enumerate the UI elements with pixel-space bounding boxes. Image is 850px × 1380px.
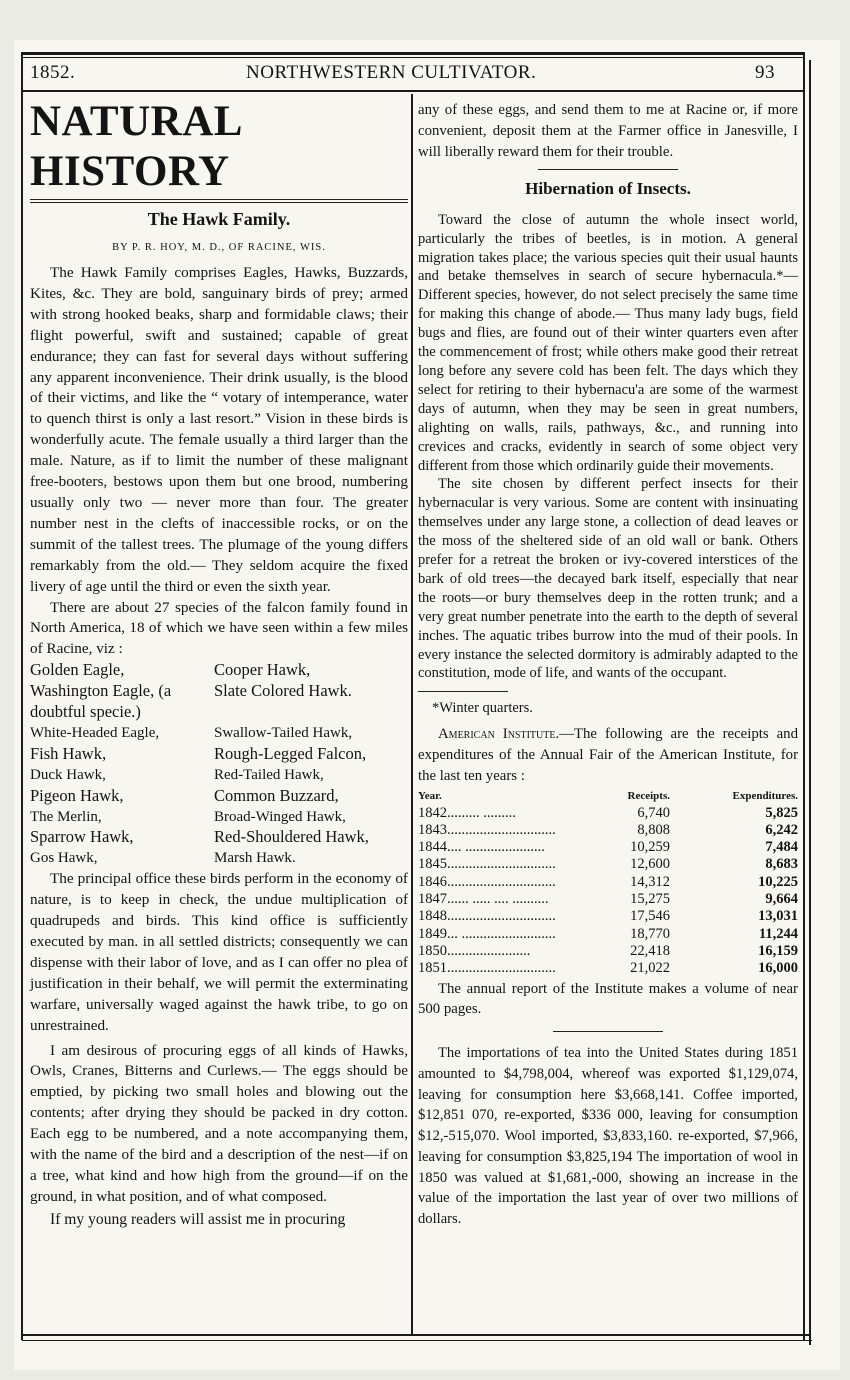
table-row <box>418 891 798 908</box>
article-paragraph: Toward the close of autumn the whole insect world, particularly the tribes of beetles, is in motion. A general migration takes place; the various species quit their usual haunts and betake themselves in search of secure hybernacula.*— Different species, however, do not select precisely the same time for making this change of abode.— Thus many lady bugs, field bugs and flies, are found out of their winter quarters even after the commencement of frost; while others make good their retreat long before any severe cold has been felt. The days which they select for retiring to their hybernacu'a are some of the warmest days of autumn, when they may be seen in great numbers, alighting on walls, rails, pathways, &c., and running into crevices and cracks, evidently in search of some object very different from those which ordinarily guide their movements. <box>418 211 798 474</box>
header-rule <box>22 90 804 92</box>
article-byline: BY P. R. HOY, M. D., OF RACINE, WIS. <box>112 242 326 253</box>
year-cell: 1844 <box>418 839 447 856</box>
article-paragraph: There are about 27 species of the falcon family found in North America, 18 of which we have seen within a few miles of Racine, viz : <box>30 598 408 658</box>
ornament-divider <box>418 1027 798 1037</box>
species-item: White-Headed Eagle, <box>30 724 160 741</box>
year-cell: 1849 <box>418 925 447 942</box>
species-item: Marsh Hawk. <box>214 850 296 867</box>
title-double-rule <box>30 199 408 203</box>
institute-note: The annual report of the Institute makes a volume of near 500 pages. <box>418 981 798 1018</box>
species-item: Sparrow Hawk, <box>30 827 134 847</box>
column-header-year: Year. <box>418 789 442 802</box>
year-cell: 1850 <box>418 942 447 959</box>
species-item: Broad-Winged Hawk, <box>214 808 346 825</box>
institute-intro: —The following are the receipts and expenditures of the Annual Fair of the American Institute, for the last ten years : <box>418 726 798 785</box>
dot-leader: .............................. <box>447 960 556 977</box>
bottom-rule-outer <box>22 1340 812 1341</box>
trade-paragraph: The importations of tea into the United States during 1851 amounted to $4,798,004, whereof was exported $1,129,074, leaving for consumption here $3,668,141. Coffee imported, $12,851 070, re-exported, $336 000, leaving for consumption $12,-515,070. Wool imported, $3,833,160. re-exported, $7,966, leaving for consumption $3,825,194 The importation of wool in 1850 was valued at $1,681,-000, showing an increase in the value of the importation the last year of over two millions of dollars. <box>418 1045 798 1227</box>
expenditures-cell: 5,825 <box>765 804 798 821</box>
dot-leader: ......... ......... <box>447 804 516 821</box>
receipts-cell: 18,770 <box>630 925 670 942</box>
table-row <box>418 960 798 977</box>
dot-leader: .... ...................... <box>447 839 545 856</box>
year-cell: 1845 <box>418 856 447 873</box>
footnote-rule <box>418 691 508 692</box>
dot-leader: ...... ..... .... .......... <box>447 891 549 907</box>
table-row <box>418 822 798 839</box>
year-cell: 1847 <box>418 891 447 907</box>
year-cell: 1846 <box>418 873 447 890</box>
dot-leader: ... .......................... <box>447 925 556 942</box>
expenditures-cell: 13,031 <box>758 908 798 925</box>
left-column <box>30 97 408 1231</box>
species-list <box>30 660 408 869</box>
article-title: Hibernation of Insects. <box>525 178 691 198</box>
receipts-cell: 21,022 <box>630 960 670 977</box>
receipts-cell: 6,740 <box>637 804 670 821</box>
top-rule-outer <box>22 52 804 55</box>
species-item: Golden Eagle, <box>30 660 125 680</box>
header-year: 1852. <box>30 62 76 83</box>
species-item: Washington Eagle, (a doubtful specie.) <box>30 681 172 722</box>
article-paragraph: The site chosen by different perfect insects for their hybernacular is very various. Some are content with insinuating themselves under any large stone, a collection of dead leaves or the moss of the sheltered side of an old wall or bank. Others prefer for a retreat the broken or ivy-covered interstices of the bark of old trees—the decayed bark itself, especially that near the roots—or bury themselves deep in the rotten trunk; and a very great number penetrate into the earth to the depth of several inches. The aquatic tribes burrow into the mud of their pools. In every instance the selected dormitory is admirably adapted to the constitution, mode of life, and wants of the occupant. <box>418 476 798 682</box>
year-cell: 1851 <box>418 960 447 977</box>
top-rule-inner <box>22 57 804 58</box>
table-row <box>418 943 798 960</box>
section-title: NATURAL HISTORY <box>30 98 241 195</box>
table-row <box>418 856 798 873</box>
table-header-row <box>418 787 798 804</box>
receipts-cell: 22,418 <box>630 942 670 959</box>
species-item: Gos Hawk, <box>30 850 98 867</box>
species-item: Red-Shouldered Hawk, <box>214 827 369 847</box>
species-item: Fish Hawk, <box>30 743 107 763</box>
receipts-table <box>418 787 798 977</box>
receipts-cell: 15,275 <box>630 891 670 907</box>
receipts-cell: 14,312 <box>630 873 670 890</box>
species-item: Swallow-Tailed Hawk, <box>214 724 353 741</box>
species-item: Common Buzzard, <box>214 785 339 805</box>
species-item: Duck Hawk, <box>30 766 106 783</box>
dot-leader: .............................. <box>447 821 556 838</box>
right-column <box>418 100 798 1230</box>
receipts-cell: 17,546 <box>630 908 670 925</box>
footnote: *Winter quarters. <box>432 700 533 717</box>
expenditures-cell: 7,484 <box>765 839 798 856</box>
header-page-number: 93 <box>755 62 775 83</box>
receipts-cell: 8,808 <box>637 821 670 838</box>
article-paragraph: The Hawk Family comprises Eagles, Hawks, Buzzards, Kites, &c. They are bold, sanguinary birds of prey; armed with strong hooked beaks, sharp and formidable claws; their flight powerful, swift and sustained; capable of great endurance; they can fast for several days without suffering any apparent inconvenience. Their drink usually, is the blood of their victims, and like the “ votary of intemperance, water to quench thirst is only a last resort.” Vision in these birds is wonderfully acute. The female usually a third larger than the male. Nature, as if to limit the number of these malignant free-booters, bestows upon them but one brood, numbering usually only two — never more than four. The greater number nest in the clefts of inaccessible rocks, or on the summit of the tallest trees. The plumage of the young differs remarkably from the old.— They seldom acquire the fixed livery of age until the third or even the sixth year. <box>30 264 408 595</box>
species-item: Slate Colored Hawk. <box>214 681 352 701</box>
bottom-rule <box>22 1334 810 1336</box>
header-journal-title: NORTHWESTERN CULTIVATOR. <box>246 62 537 83</box>
year-cell: 1848 <box>418 908 447 925</box>
species-item: Rough-Legged Falcon, <box>214 743 367 763</box>
institute-heading: American Institute. <box>438 726 560 743</box>
article-paragraph: If my young readers will assist me in procuring <box>50 1210 346 1228</box>
article-paragraph: I am desirous of procuring eggs of all kinds of Hawks, Owls, Cranes, Bitterns and Curlews.— The eggs should be emptied, by picking two small holes and blowing out the contents; after drying they should be packed in dry cotton. Each egg to be numbered, and a note accompanying them, with the name of the bird and a description of the nest—if on a tree, what kind and how high from the ground—if on the ground, in what position, and of what composed. <box>30 1041 408 1205</box>
expenditures-cell: 16,159 <box>758 942 798 959</box>
right-border-outer <box>809 60 811 1345</box>
expenditures-cell: 6,242 <box>765 821 798 838</box>
expenditures-cell: 11,244 <box>758 925 798 942</box>
article-title: The Hawk Family. <box>147 209 291 229</box>
species-item: Pigeon Hawk, <box>30 785 124 805</box>
institute-paragraph <box>418 724 798 787</box>
expenditures-cell: 10,225 <box>758 873 798 890</box>
table-row <box>418 804 798 821</box>
dot-leader: .............................. <box>447 873 556 890</box>
expenditures-cell: 9,664 <box>765 891 798 907</box>
table-row <box>418 908 798 925</box>
receipts-cell: 10,259 <box>630 839 670 856</box>
expenditures-cell: 16,000 <box>758 960 798 977</box>
year-cell: 1843 <box>418 821 447 838</box>
receipts-cell: 12,600 <box>630 856 670 873</box>
article-continuation: any of these eggs, and send them to me at Racine or, if more convenient, deposit them at the Farmer office in Janesville, I will liberally reward them for their trouble. <box>418 102 798 160</box>
dot-leader: .............................. <box>447 908 556 925</box>
right-border <box>803 52 805 1340</box>
table-row <box>418 839 798 856</box>
species-item: The Merlin, <box>30 808 102 825</box>
column-rule <box>411 94 413 1334</box>
article-paragraph: The principal office these birds perform in the economy of nature, is to keep in check, the undue multiplication of quadrupeds and birds. This kind office is sufficiently executed by man. in all settled districts; consequently we can dispense with their labor of love, and as I can offer no plea of justification in their behalf, we will permit the exterminating warfare, universally waged against the hawk tribe, to go on unrestrained. <box>30 870 408 1034</box>
species-item: Cooper Hawk, <box>214 660 311 680</box>
table-row <box>418 925 798 942</box>
species-item: Red-Tailed Hawk, <box>214 766 324 783</box>
dot-leader: ....................... <box>447 942 531 959</box>
column-header-expenditures: Expenditures. <box>732 789 798 802</box>
dot-leader: .............................. <box>447 856 556 873</box>
ornament-divider <box>418 165 798 175</box>
expenditures-cell: 8,683 <box>765 856 798 873</box>
year-cell: 1842 <box>418 804 447 821</box>
column-header-receipts: Receipts. <box>627 789 670 802</box>
left-border <box>21 52 23 1340</box>
table-row <box>418 874 798 891</box>
